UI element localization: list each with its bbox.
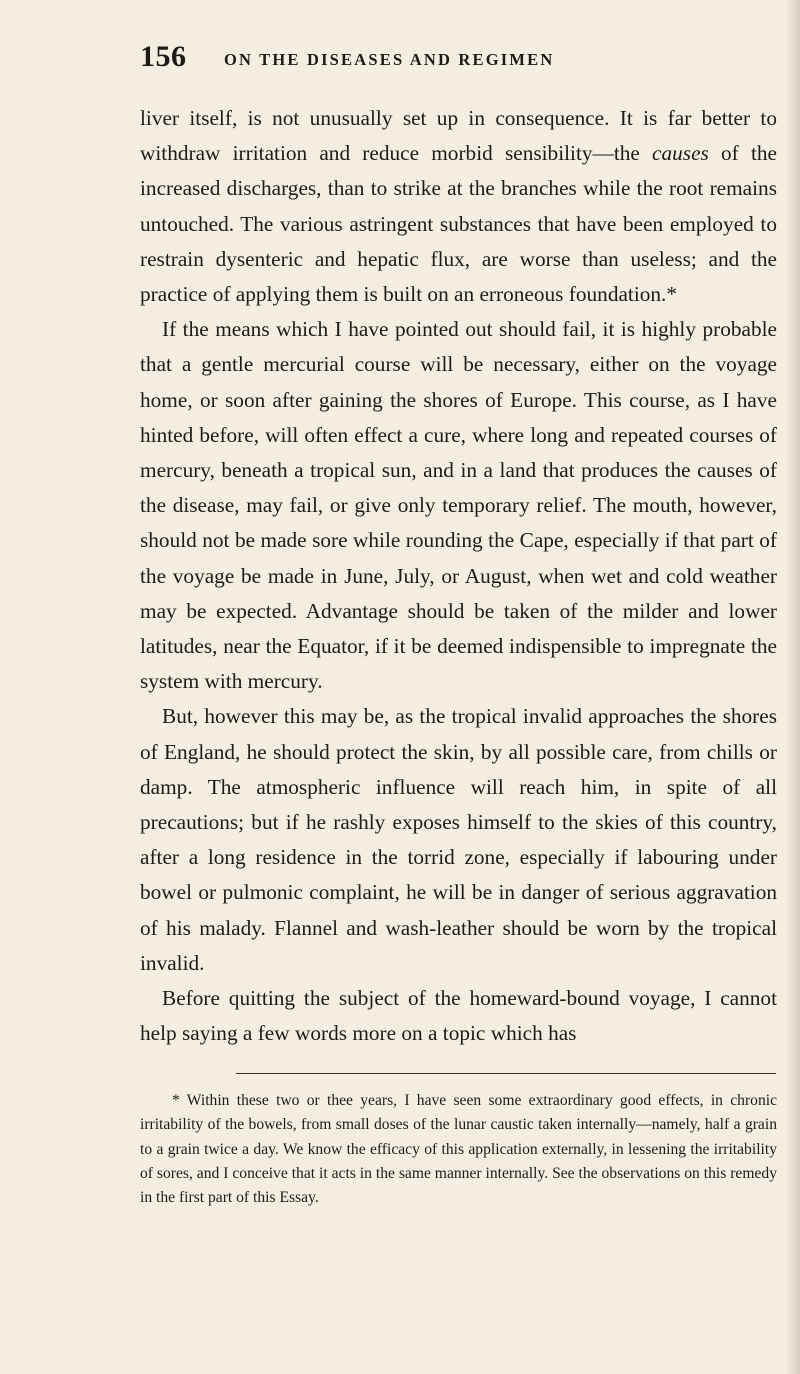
page-number: 156 (140, 40, 187, 73)
footnote-rule (236, 1073, 776, 1074)
paragraph-4: Before quitting the subject of the homeward-bound voyage, I cannot help saying a few words more on a topic which has (140, 986, 777, 1046)
footnote-text: * Within these two or thee years, I have seen some extraordinary good effects, in chronic irritability of the bowels, from small doses of the lunar caustic taken internally—namely, half a grain to a grain twice a day. We know the efficacy of this application externally, in lessening the irritability of sores, and I conceive that it acts in the same manner internally. See the observations on this remedy in the first part of this Essay. (140, 1092, 777, 1207)
paragraph-1-part-a: liver itself, is not unusually set up in consequence. It is far better to withdraw irritation and reduce morbid sensibility—the (140, 106, 777, 166)
paragraph-1-part-b: of the increased discharges, than to strike at the branches while the root remains untouched. The various astringent substances that have been employed to restrain dysenteric and hepatic flux, are worse than useless; and the practice of applying them is built on an erroneous foundation.* (140, 141, 777, 307)
emphasis-causes: causes (652, 141, 709, 166)
body-text (140, 101, 777, 1051)
paragraph-1 (140, 101, 777, 312)
paragraph-3: But, however this may be, as the tropical invalid approaches the shores of England, he should protect the skin, by all possible care, from chills or damp. The atmospheric influence will reach him, in spite of all precautions; but if he rashly exposes himself to the skies of this country, after a long residence in the torrid zone, especially if labouring under bowel or pulmonic complaint, he will be in danger of serious aggravation of his malady. Flannel and wash-leather should be worn by the tropical invalid. (140, 704, 777, 975)
running-head: ON THE DISEASES AND REGIMEN (224, 50, 555, 69)
page-edge-shadow (786, 0, 800, 1374)
footnote (140, 1089, 777, 1210)
paragraph-2: If the means which I have pointed out should fail, it is highly probable that a gentle mercurial course will be necessary, either on the voyage home, or soon after gaining the shores of Europe. This course, as I have hinted before, will often effect a cure, where long and repeated courses of mercury, beneath a tropical sun, and in a land that produces the causes of the disease, may fail, or give only temporary relief. The mouth, however, should not be made sore while rounding the Cape, especially if that part of the voyage be made in June, July, or August, when wet and cold weather may be expected. Advantage should be taken of the milder and lower latitudes, near the Equator, if it be deemed indispensible to impregnate the system with mercury. (140, 317, 777, 694)
page-header (140, 40, 780, 80)
